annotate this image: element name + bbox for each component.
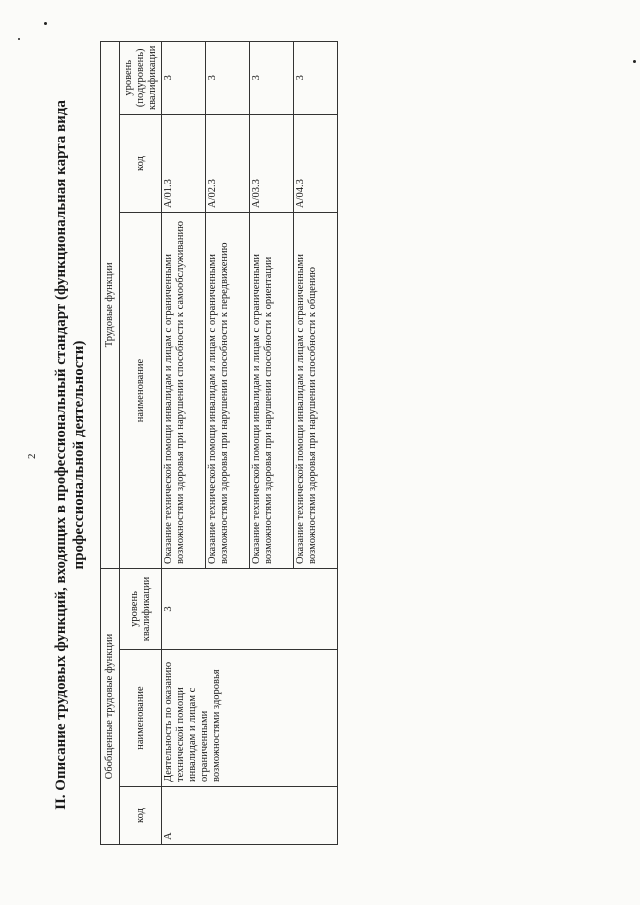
header-code: код [120, 787, 162, 845]
function-code-cell: А/01.3 [162, 115, 206, 213]
scan-speck [633, 60, 636, 63]
table-header-row [120, 41, 162, 844]
header-tf-level: уровень (подуровень) квалификации [120, 41, 162, 114]
table-header-group-row [101, 41, 120, 844]
scan-speck [44, 22, 47, 25]
scan-speck [18, 38, 20, 40]
header-tf-code: код [120, 115, 162, 213]
table-row [162, 41, 206, 844]
header-level: уровень квалификации [120, 569, 162, 650]
function-code-cell: А/02.3 [206, 115, 250, 213]
section-title-line-1: II. Описание трудовых функций, входящих в профессиональный стандарт (функциональная карта вида [53, 100, 69, 810]
function-level-cell: 3 [250, 41, 294, 114]
section-title [52, 75, 88, 835]
function-level-cell: 3 [294, 41, 338, 114]
function-code-cell: А/04.3 [294, 115, 338, 213]
function-name-cell: Оказание технической помощи инвалидам и лицам с ограниченными возможностями здоровья при нарушении способности к общению [294, 213, 338, 569]
section-title-line-2: профессиональной деятельности) [71, 340, 87, 570]
functional-map-table [100, 41, 338, 845]
function-code-cell: А/03.3 [250, 115, 294, 213]
function-name-cell: Оказание технической помощи инвалидам и лицам с ограниченными возможностями здоровья при нарушении способности к ориентации [250, 213, 294, 569]
page-number: 2 [26, 453, 38, 459]
header-tf-name: наименование [120, 213, 162, 569]
function-level-cell: 3 [162, 41, 206, 114]
header-name: наименование [120, 650, 162, 787]
header-labor-functions: Трудовые функции [101, 41, 120, 568]
generalized-name-cell: Деятельность по оказанию технической помощи инвалидам и лицам с ограниченными возможностями здоровья [162, 650, 338, 787]
function-name-cell: Оказание технической помощи инвалидам и лицам с ограниченными возможностями здоровья при нарушении способности к передвижению [206, 213, 250, 569]
function-name-cell: Оказание технической помощи инвалидам и лицам с ограниченными возможностями здоровья при нарушении способности к самообслуживанию [162, 213, 206, 569]
generalized-level-cell: 3 [162, 569, 338, 650]
generalized-code-cell: А [162, 787, 338, 845]
header-generalized-functions: Обобщенные трудовые функции [101, 569, 120, 845]
function-level-cell: 3 [206, 41, 250, 114]
